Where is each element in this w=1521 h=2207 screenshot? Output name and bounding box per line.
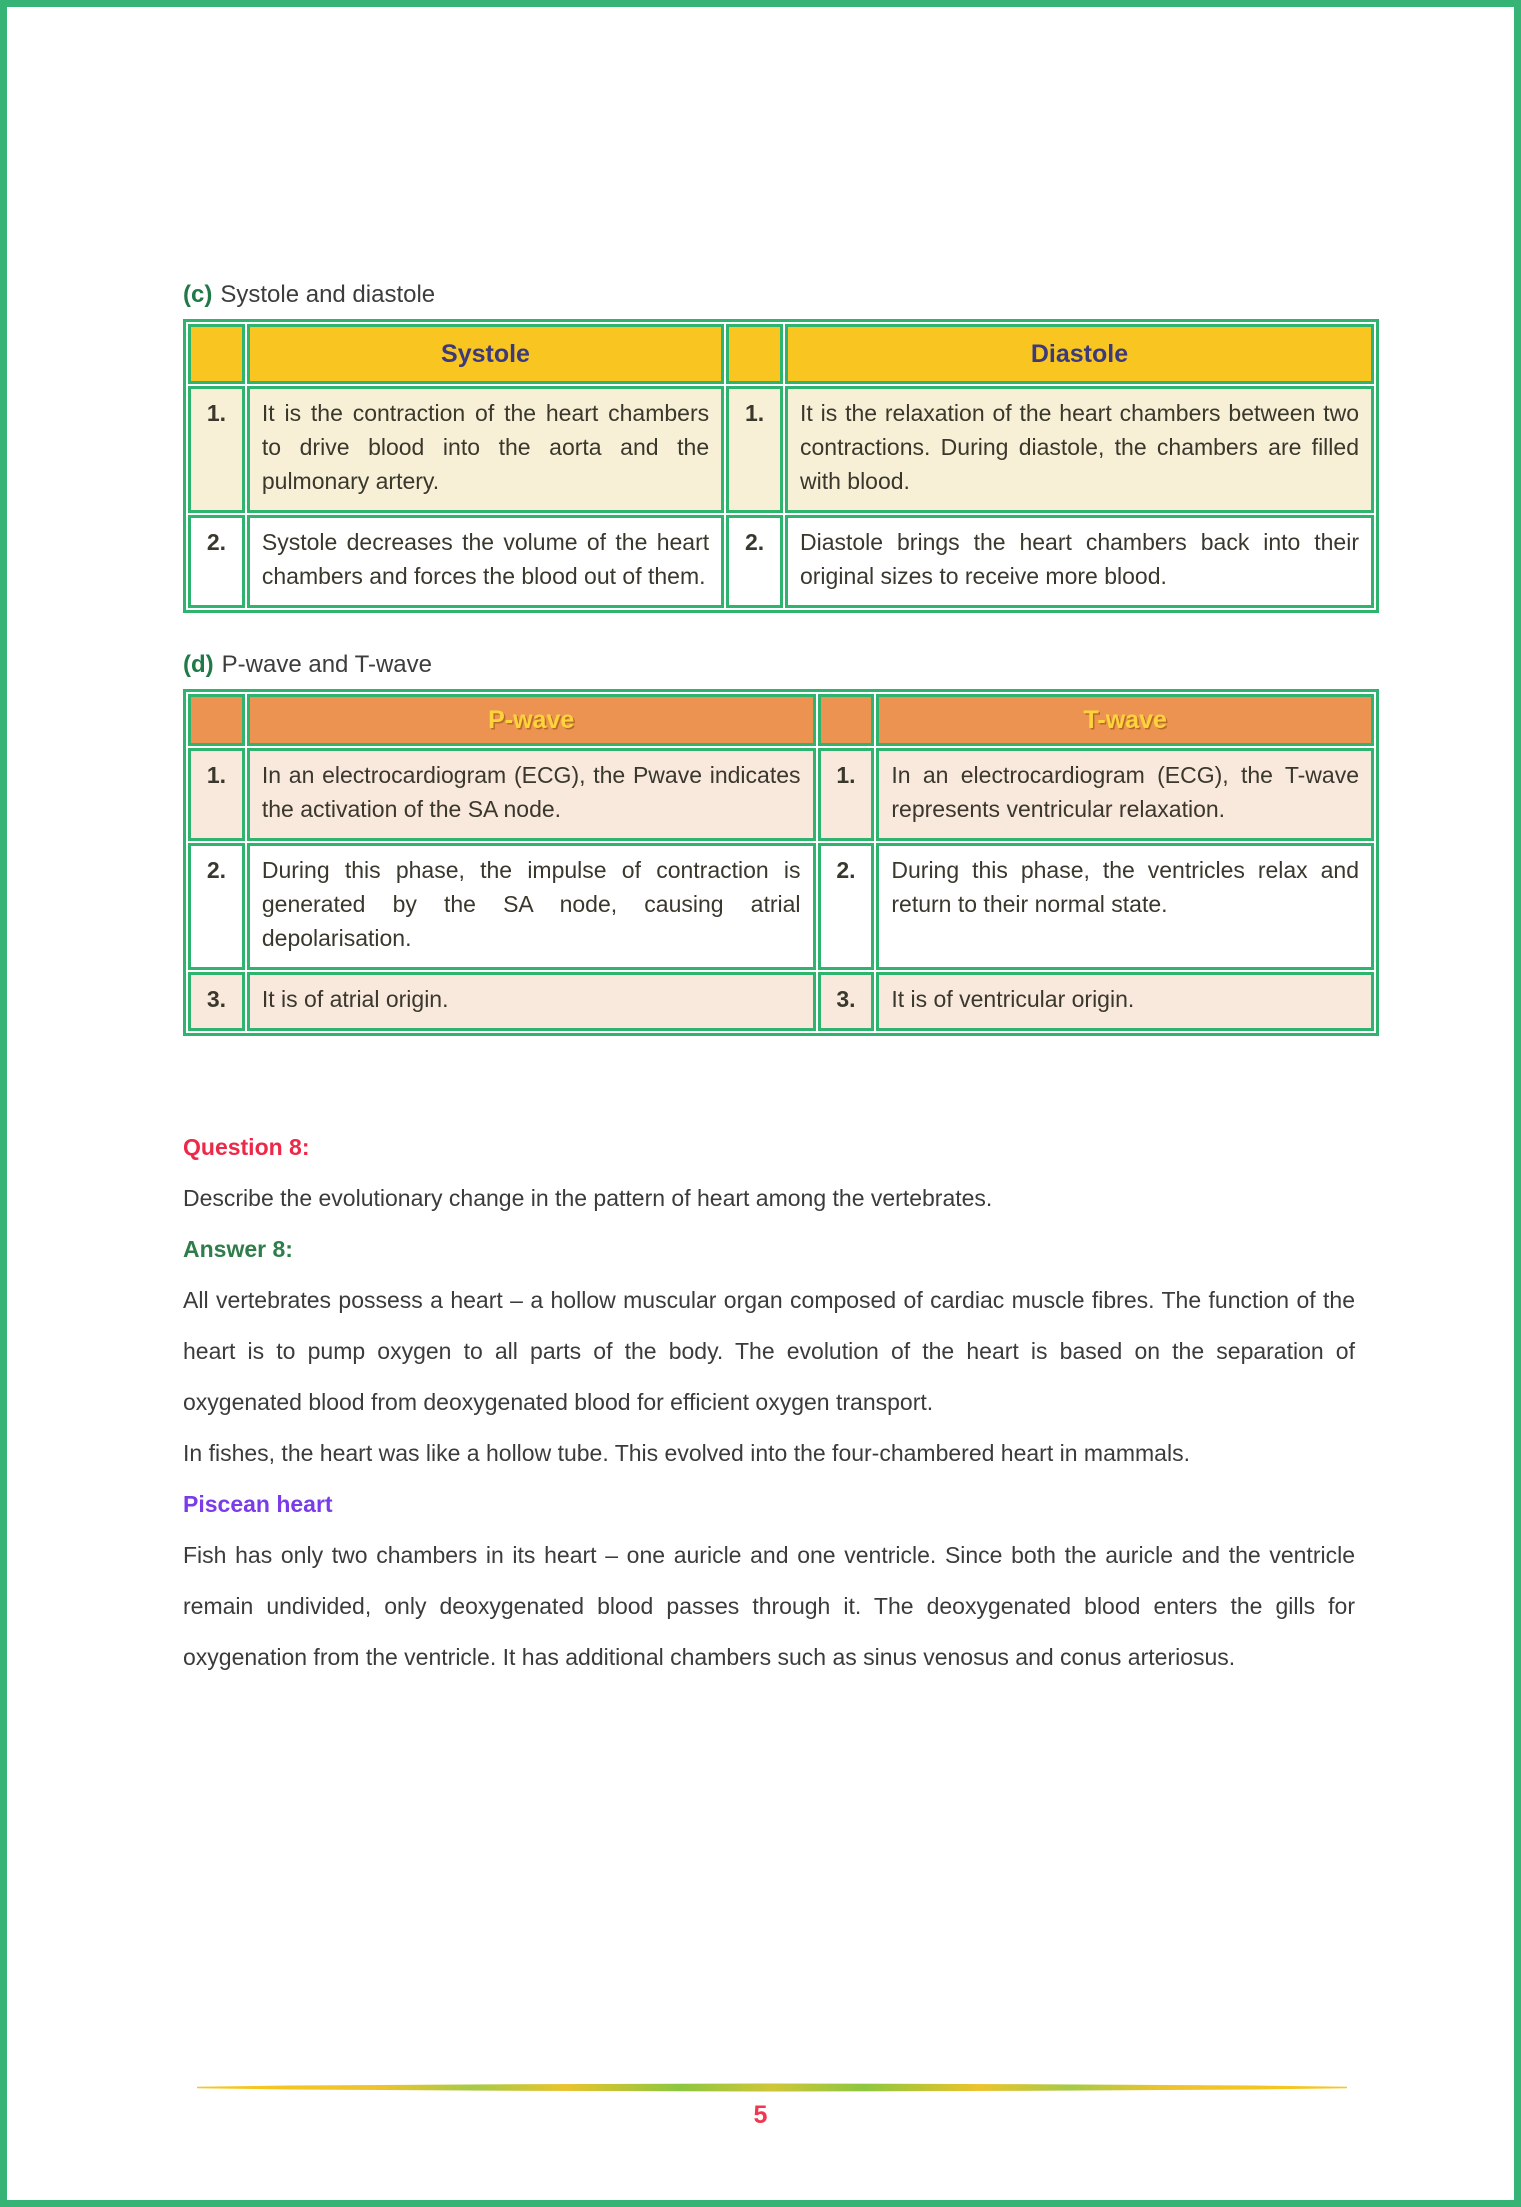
table-row [188, 386, 1374, 513]
section-c-label: (c) [183, 281, 213, 308]
row-number: 1. [188, 748, 245, 841]
section-c-heading [183, 279, 1379, 311]
answer-paragraph-3: Fish has only two chambers in its heart – one auricle and one ventricle. Since both the auricle and the ventricle remain undivided, only deoxygenated blood passes through it. The deoxygenated blood enters the gills for oxygenation from the ventricle. It has additional chambers such as sinus venosus and conus arteriosus. [183, 1542, 1355, 1670]
twave-point-1: In an electrocardiogram (ECG), the T-wave represents ventricular relaxation. [876, 748, 1374, 841]
header-num-cell [188, 324, 245, 384]
row-number: 3. [188, 972, 245, 1031]
pwave-point-2: During this phase, the impulse of contraction is generated by the SA node, causing atrial depolarisation. [247, 843, 816, 970]
row-number: 2. [188, 843, 245, 970]
section-d-title: P-wave and T-wave [221, 651, 432, 678]
twave-point-2: During this phase, the ventricles relax and return to their normal state. [876, 843, 1374, 970]
table-row [188, 748, 1374, 841]
answer-paragraph-2: In fishes, the heart was like a hollow tube. This evolved into the four-chambered heart in mammals. [183, 1440, 1190, 1466]
pwave-point-1: In an electrocardiogram (ECG), the Pwave indicates the activation of the SA node. [247, 748, 816, 841]
table-row [188, 515, 1374, 608]
systole-point-2: Systole decreases the volume of the heart chambers and forces the blood out of them. [247, 515, 724, 608]
row-number: 2. [818, 843, 875, 970]
pwave-header: P-wave [247, 694, 816, 746]
diastole-point-2: Diastole brings the heart chambers back into their original sizes to receive more blood. [785, 515, 1374, 608]
question-label: Question 8: [183, 1134, 310, 1160]
section-d-heading [183, 649, 1379, 681]
row-number: 1. [818, 748, 875, 841]
question-answer-block [183, 1122, 1355, 1683]
page-number: 5 [753, 2101, 768, 2129]
section-c-title: Systole and diastole [220, 281, 436, 308]
row-number: 3. [818, 972, 875, 1031]
section-d-label: (d) [183, 651, 214, 678]
answer-paragraph-1: All vertebrates possess a heart – a hollow muscular organ composed of cardiac muscle fibres. The function of the heart is to pump oxygen to all parts of the body. The evolution of the heart is based on the separation of oxygenated blood from deoxygenated blood for efficient oxygen transport. [183, 1287, 1355, 1415]
table-header-row [188, 694, 1374, 746]
page-content [183, 279, 1379, 1683]
table-row [188, 843, 1374, 970]
diastole-point-1: It is the relaxation of the heart chambers between two contractions. During diastole, the chambers are filled with blood. [785, 386, 1374, 513]
systole-diastole-table [183, 319, 1379, 613]
header-num-cell [188, 694, 245, 746]
footer-decorative-line [197, 2083, 1347, 2092]
pwave-twave-table [183, 689, 1379, 1036]
row-number: 2. [188, 515, 245, 608]
row-number: 2. [726, 515, 783, 608]
table-row [188, 972, 1374, 1031]
row-number: 1. [188, 386, 245, 513]
twave-point-3: It is of ventricular origin. [876, 972, 1374, 1031]
question-text: Describe the evolutionary change in the pattern of heart among the vertebrates. [183, 1185, 993, 1211]
piscean-heart-subheading: Piscean heart [183, 1491, 333, 1517]
diastole-header: Diastole [785, 324, 1374, 384]
header-num-cell [726, 324, 783, 384]
table-header-row [188, 324, 1374, 384]
row-number: 1. [726, 386, 783, 513]
twave-header: T-wave [876, 694, 1374, 746]
header-num-cell [818, 694, 875, 746]
pwave-point-3: It is of atrial origin. [247, 972, 816, 1031]
systole-header: Systole [247, 324, 724, 384]
systole-point-1: It is the contraction of the heart chambers to drive blood into the aorta and the pulmonary artery. [247, 386, 724, 513]
answer-label: Answer 8: [183, 1236, 293, 1262]
